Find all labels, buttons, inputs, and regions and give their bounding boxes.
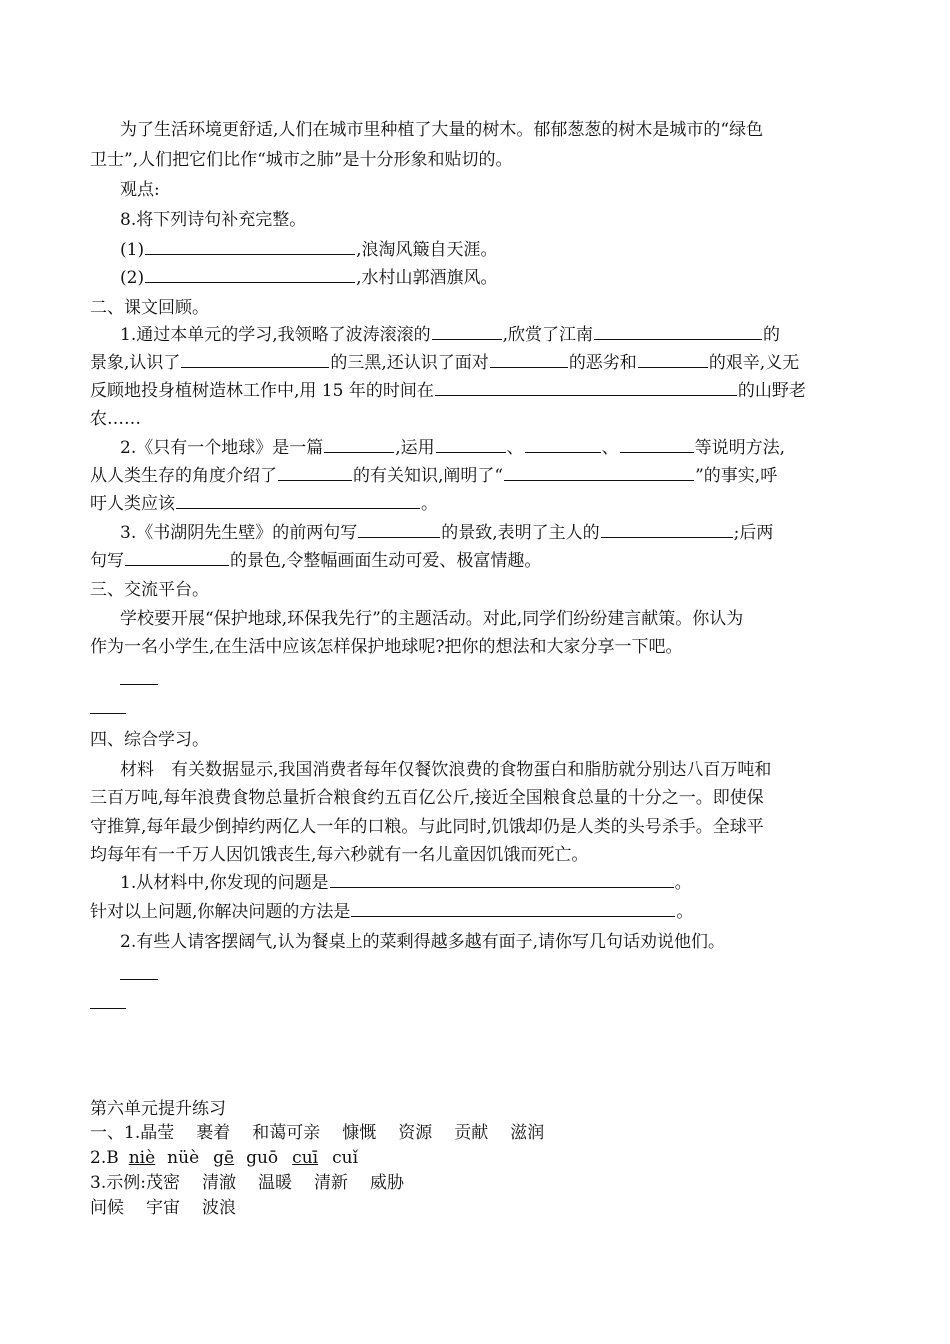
s4-q1-line-1	[120, 871, 890, 895]
s2-q1-text-g: 的艰辛,义无	[708, 353, 800, 373]
answer-word: 和蔼可亲	[252, 1123, 321, 1143]
s2-q1-text-e: 的三黑,还认识了面对	[330, 353, 489, 373]
answer-word: 宇宙	[146, 1198, 180, 1218]
s2-q2-text-c: 、	[506, 438, 524, 458]
s3-answer-line-2[interactable]	[90, 713, 126, 714]
s4-answer-line-2[interactable]	[90, 1008, 126, 1009]
q8-blank-1[interactable]	[145, 238, 355, 255]
s2-q3-text-e: 的景色,令整幅画面生动可爱、极富情趣。	[230, 551, 542, 571]
s2-q3-text-b: 的景致,表明了主人的	[441, 523, 600, 543]
answers-line-3-prefix: 3.示例:	[90, 1173, 146, 1193]
s2-q3-text-c: ;后两	[733, 523, 774, 543]
s4-q1-text-b-end: 。	[676, 902, 694, 922]
s2-q1-line-2	[90, 351, 860, 375]
s4-q1-text-b: 针对以上问题,你解决问题的方法是	[90, 902, 351, 922]
answers-line-1-prefix: 一、1.	[90, 1123, 141, 1143]
s3-answer-line-1[interactable]	[120, 684, 158, 685]
s2-q2-line-1	[120, 436, 890, 460]
s2-q2-text-a: 2.《只有一个地球》是一篇	[120, 438, 324, 458]
intro-line-2: 卫士”,人们把它们比作“城市之肺”是十分形象和贴切的。	[90, 150, 513, 170]
s4-q1-blank-1[interactable]	[330, 871, 674, 888]
answer-word: 资源	[398, 1123, 433, 1143]
s2-q2-blank-2[interactable]	[436, 436, 506, 453]
s4-q1-text-a: 1.从材料中,你发现的问题是	[120, 873, 329, 893]
s4-q1-line-2	[90, 900, 860, 924]
q8-blank-2[interactable]	[145, 266, 355, 283]
answers-line-1	[90, 1121, 860, 1145]
s2-q1-blank-3[interactable]	[181, 351, 329, 368]
s2-q1-text-h: 反顾地投身植树造林工作中,用 15 年的时间在	[90, 381, 434, 401]
q8-title: 8.将下列诗句补充完整。	[120, 210, 307, 230]
answer-pinyin: gē	[213, 1148, 235, 1168]
answer-word: 问候	[90, 1198, 124, 1218]
s4-material-line-4: 均每年有一千万人因饥饿丧生,每六秒就有一名儿童因饥饿而死亡。	[90, 845, 589, 865]
s2-q1-text-c: 的	[763, 325, 781, 345]
q8-item-2	[120, 266, 890, 290]
answer-pinyin: guō	[246, 1148, 279, 1168]
s2-q1-text-b: ,欣赏了江南	[502, 325, 594, 345]
s2-q2-blank-3[interactable]	[525, 436, 601, 453]
s2-q3-line-1	[120, 521, 890, 545]
s2-q3-blank-3[interactable]	[125, 549, 229, 566]
answers-line-2	[90, 1146, 860, 1170]
s4-q1-blank-2[interactable]	[351, 900, 675, 917]
s2-q1-text-d: 景象,认识了	[90, 353, 181, 373]
answers-line-3	[90, 1171, 860, 1195]
answer-word: 滋润	[510, 1123, 545, 1143]
s4-answer-line-1[interactable]	[120, 979, 158, 980]
s2-q2-blank-1[interactable]	[324, 436, 394, 453]
section-4-title: 四、综合学习。	[90, 730, 209, 750]
answers-line-2-prefix: 2.B	[90, 1148, 119, 1168]
answer-word: 温暖	[257, 1173, 292, 1193]
s2-q1-blank-5[interactable]	[638, 351, 708, 368]
answer-word: 茂密	[145, 1173, 180, 1193]
s2-q3-line-2	[90, 549, 860, 573]
s2-q2-blank-7[interactable]	[176, 492, 420, 509]
answers-title: 第六单元提升练习	[90, 1099, 226, 1119]
s2-q2-line-3	[90, 492, 860, 516]
s4-material-line-3: 守推算,每年最少倒掉约两亿人一年的口粮。与此同时,饥饿却仍是人类的头号杀手。全球平	[90, 817, 764, 837]
s2-q1-text-f: 的恶劣和	[568, 353, 637, 373]
s2-q1-line-1	[120, 323, 890, 347]
s3-line-1: 学校要开展“保护地球,环保我先行”的主题活动。对此,同学们纷纷建言献策。你认为	[120, 609, 744, 629]
s2-q2-blank-5[interactable]	[278, 464, 352, 481]
s2-q2-text-j: 。	[421, 494, 438, 514]
answer-word: 贡献	[454, 1123, 489, 1143]
s4-q2-line: 2.有些人请客摆阔气,认为餐桌上的菜剩得越多越有面子,请你写几句话劝说他们。	[120, 932, 726, 952]
answer-pinyin: cuǐ	[332, 1148, 359, 1168]
s2-q2-text-b: ,运用	[395, 438, 435, 458]
s2-q3-text-d: 句写	[90, 551, 124, 571]
answer-word: 威胁	[369, 1173, 404, 1193]
s4-material-line-1: 材料 有关数据显示,我国消费者每年仅餐饮浪费的食物蛋白和脂肪就分别达八百万吨和	[120, 760, 772, 780]
answer-pinyin: cuī	[292, 1148, 319, 1168]
s2-q1-text-a: 1.通过本单元的学习,我领略了波涛滚滚的	[120, 325, 431, 345]
s2-q2-blank-6[interactable]	[504, 464, 694, 481]
q8-item-1-text: ,浪淘风簸自天涯。	[356, 240, 498, 260]
section-3-title: 三、交流平台。	[90, 580, 209, 600]
answer-word: 慷慨	[342, 1123, 377, 1143]
s2-q2-text-e: 等说明方法,	[694, 438, 786, 458]
s2-q1-line-4: 农……	[90, 409, 141, 429]
answer-word: 晶莹	[140, 1123, 175, 1143]
answer-pinyin: nüè	[167, 1148, 200, 1168]
s2-q2-line-2	[90, 464, 860, 488]
s4-q1-text-a-end: 。	[674, 873, 692, 893]
q8-item-1-num: (1)	[120, 240, 145, 260]
answer-word: 波浪	[202, 1198, 236, 1218]
q8-item-2-num: (2)	[120, 268, 145, 288]
section-2-title: 二、课文回顾。	[90, 298, 209, 318]
s2-q2-blank-4[interactable]	[620, 436, 694, 453]
s2-q1-blank-1[interactable]	[432, 323, 502, 340]
s2-q1-blank-4[interactable]	[490, 351, 568, 368]
intro-line-1: 为了生活环境更舒适,人们在城市里种植了大量的树木。郁郁葱葱的树木是城市的“绿色	[120, 120, 764, 140]
answer-word: 清新	[313, 1173, 348, 1193]
s2-q2-text-i: 吁人类应该	[90, 494, 175, 514]
answers-line-4	[90, 1196, 860, 1220]
s2-q1-text-i: 的山野老	[737, 381, 806, 401]
q8-item-2-text: ,水村山郭酒旗风。	[356, 268, 498, 288]
s2-q1-blank-6[interactable]	[435, 379, 737, 396]
viewpoint-label: 观点:	[120, 180, 160, 200]
q8-item-1	[120, 238, 890, 262]
answer-word: 裹着	[196, 1123, 231, 1143]
s2-q3-blank-2[interactable]	[601, 521, 733, 538]
s2-q2-text-d: 、	[601, 438, 619, 458]
s2-q3-text-a: 3.《书湖阴先生壁》的前两句写	[120, 523, 358, 543]
s4-material-line-2: 三百万吨,每年浪费食物总量折合粮食约五百亿公斤,接近全国粮食总量的十分之一。即使保	[90, 788, 764, 808]
s2-q3-blank-1[interactable]	[358, 521, 440, 538]
s2-q1-line-3	[90, 379, 860, 403]
answer-word: 清澈	[201, 1173, 236, 1193]
answer-pinyin: niè	[128, 1148, 156, 1168]
s2-q2-text-f: 从人类生存的角度介绍了	[90, 466, 277, 486]
s2-q2-text-g: 的有关知识,阐明了“	[353, 466, 504, 486]
s2-q2-text-h: ”的事实,呼	[695, 466, 778, 486]
s2-q1-blank-2[interactable]	[594, 323, 762, 340]
s3-line-2: 作为一名小学生,在生活中应该怎样保护地球呢?把你的想法和大家分享一下吧。	[90, 637, 683, 657]
